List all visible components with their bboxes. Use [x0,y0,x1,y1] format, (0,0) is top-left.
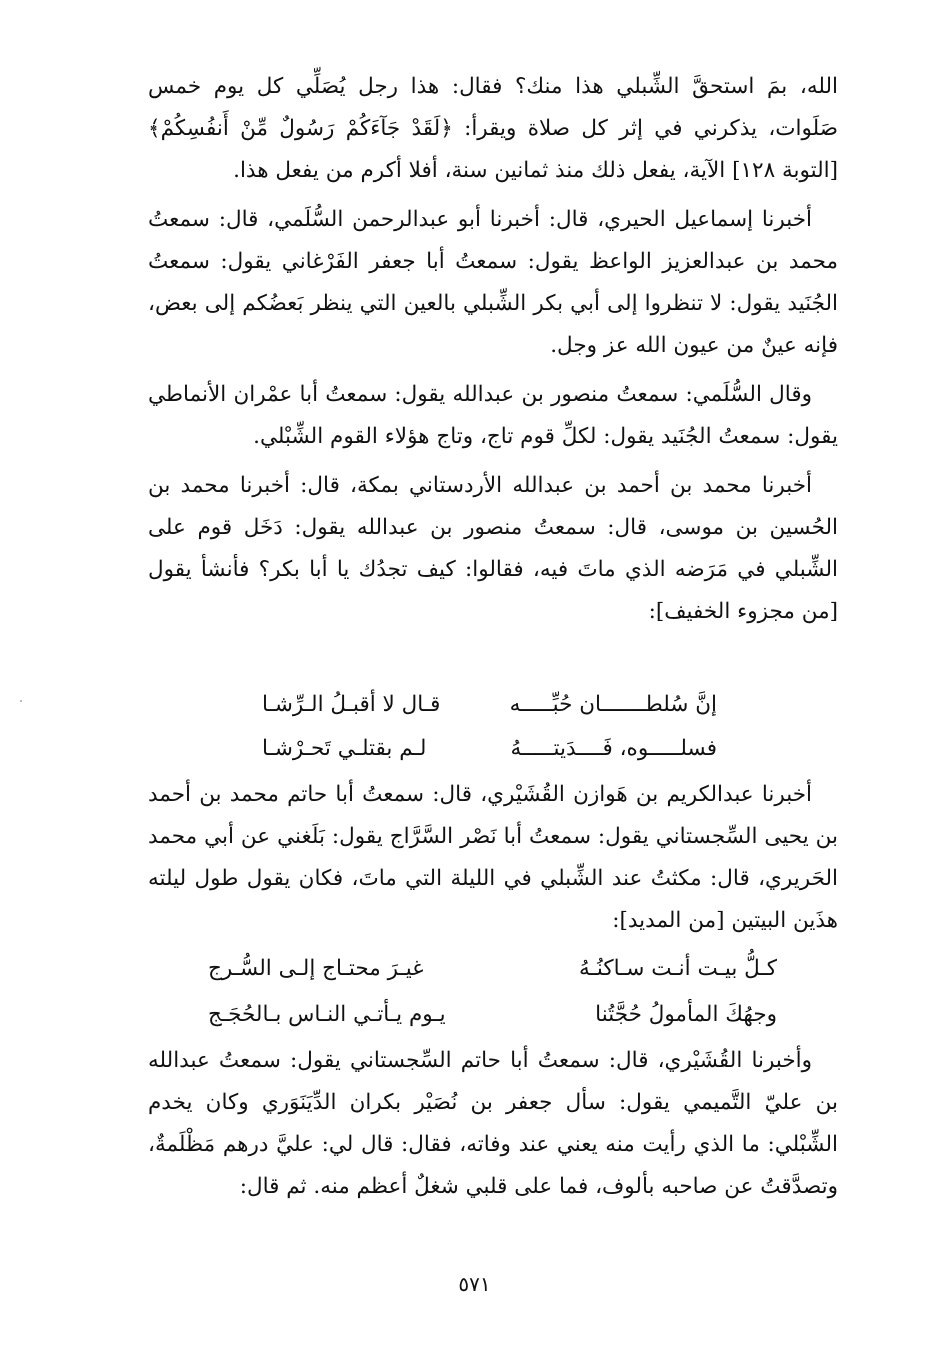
verse-1-first-hemistich: إنَّ سُلطـــــــان حُبِّـــــه [509,692,717,717]
verse-2-second-hemistich: لـم بقتلـي تَحـرْشـا [262,736,427,761]
verse-3-first-hemistich: كـلُّ بيـت أنـت سـاكنُـهُ [579,956,777,981]
margin-mark [20,700,22,702]
paragraph-4: أخبرنا محمد بن أحمد بن عبدالله الأردستاني بمكة، قال: أخبرنا محمد بن الحُسين بن موسى، قال: سمعتُ منصور بن عبدالله يقول: دَخَل قوم على الشِّبلي في مَرَضه الذي ماتَ فيه، فقالوا: كيف تجدُك يا أبا بكر؟ فأنشأ يقول [من مجزوء الخفيف]: [148,473,838,624]
main-text-3 [148,1040,838,1208]
verse-3-second-hemistich: غيـرَ محتـاج إلـى السُّـرج [208,956,424,981]
main-text [148,66,838,633]
paragraph-1: الله، بمَ استحقَّ الشِّبلي هذا منك؟ فقال: هذا رجل يُصَلِّي كل يوم خمس صَلَوات، يذكرني في إثر كل صلاة ويقرأ: ﴿لَقَدْ جَآءَكُمْ رَسُولٌ مِّنْ أَنفُسِكُمْ﴾ [التوبة ١٢٨] الآية، يفعل ذلك منذ ثمانين سنة، أفلا أكرم من يفعل هذا. [148,74,838,183]
main-text-2 [148,774,838,942]
verse-2-first-hemistich: فسلـــــوه، فَــــدَيتـــــهُ [510,736,717,761]
paragraph-2: أخبرنا إسماعيل الحيري، قال: أخبرنا أبو عبدالرحمن السُّلَمي، قال: سمعتُ محمد بن عبدالعزيز الواعظ يقول: سمعتُ أبا جعفر الفَرْغاني يقول: سمعتُ الجُنَيد يقول: لا تنظروا إلى أبي بكر الشِّبلي بالعين التي ينظر بَعضُكم إلى بعض، فإنه عينٌ من عيون الله عز وجل. [148,207,838,358]
verse-4-first-hemistich: وجهُكَ المأمولُ حُجَّتُنا [595,1002,777,1027]
paragraph-3: وقال السُّلَمي: سمعتُ منصور بن عبدالله يقول: سمعتُ أبا عمْران الأنماطي يقول: سمعتُ الجُنَيد يقول: لكلِّ قوم تاج، وتاج هؤلاء القوم الشِّبْلي. [148,382,838,449]
page-number: ٥٧١ [458,1272,491,1296]
verse-1-second-hemistich: قـال لا أقبـلُ الـرِّشـا [262,692,441,717]
paragraph-6: وأخبرنا القُشَيْري، قال: سمعتُ أبا حاتم السِّجستاني يقول: سمعتُ عبدالله بن عليّ التَّميمي يقول: سأل جعفر بن نُصَيْر بكران الدِّيَنَوَري وكان يخدم الشِّبْلي: ما الذي رأيت منه يعني عند وفاته، فقال: قال لي: عليَّ درهم مَظْلَمةٌ، وتصدَّقتُ عن صاحبه بألوف، فما على قلبي شغلٌ أعظم منه. ثم قال: [148,1048,838,1199]
paragraph-5: أخبرنا عبدالكريم بن هَوازن القُشَيْري، قال: سمعتُ أبا حاتم محمد بن أحمد بن يحيى السِّجستاني يقول: سمعتُ أبا نَصْر السَّرَّاج يقول: بَلَغني عن أبي محمد الحَريري، قال: مكثتُ عند الشِّبلي في الليلة التي ماتَ، فكان يقول طول ليلته هذَين البيتين [من المديد]: [148,782,838,933]
verse-4-second-hemistich: يـوم يـأتـي النـاس بـالحُجَـج [208,1002,446,1027]
